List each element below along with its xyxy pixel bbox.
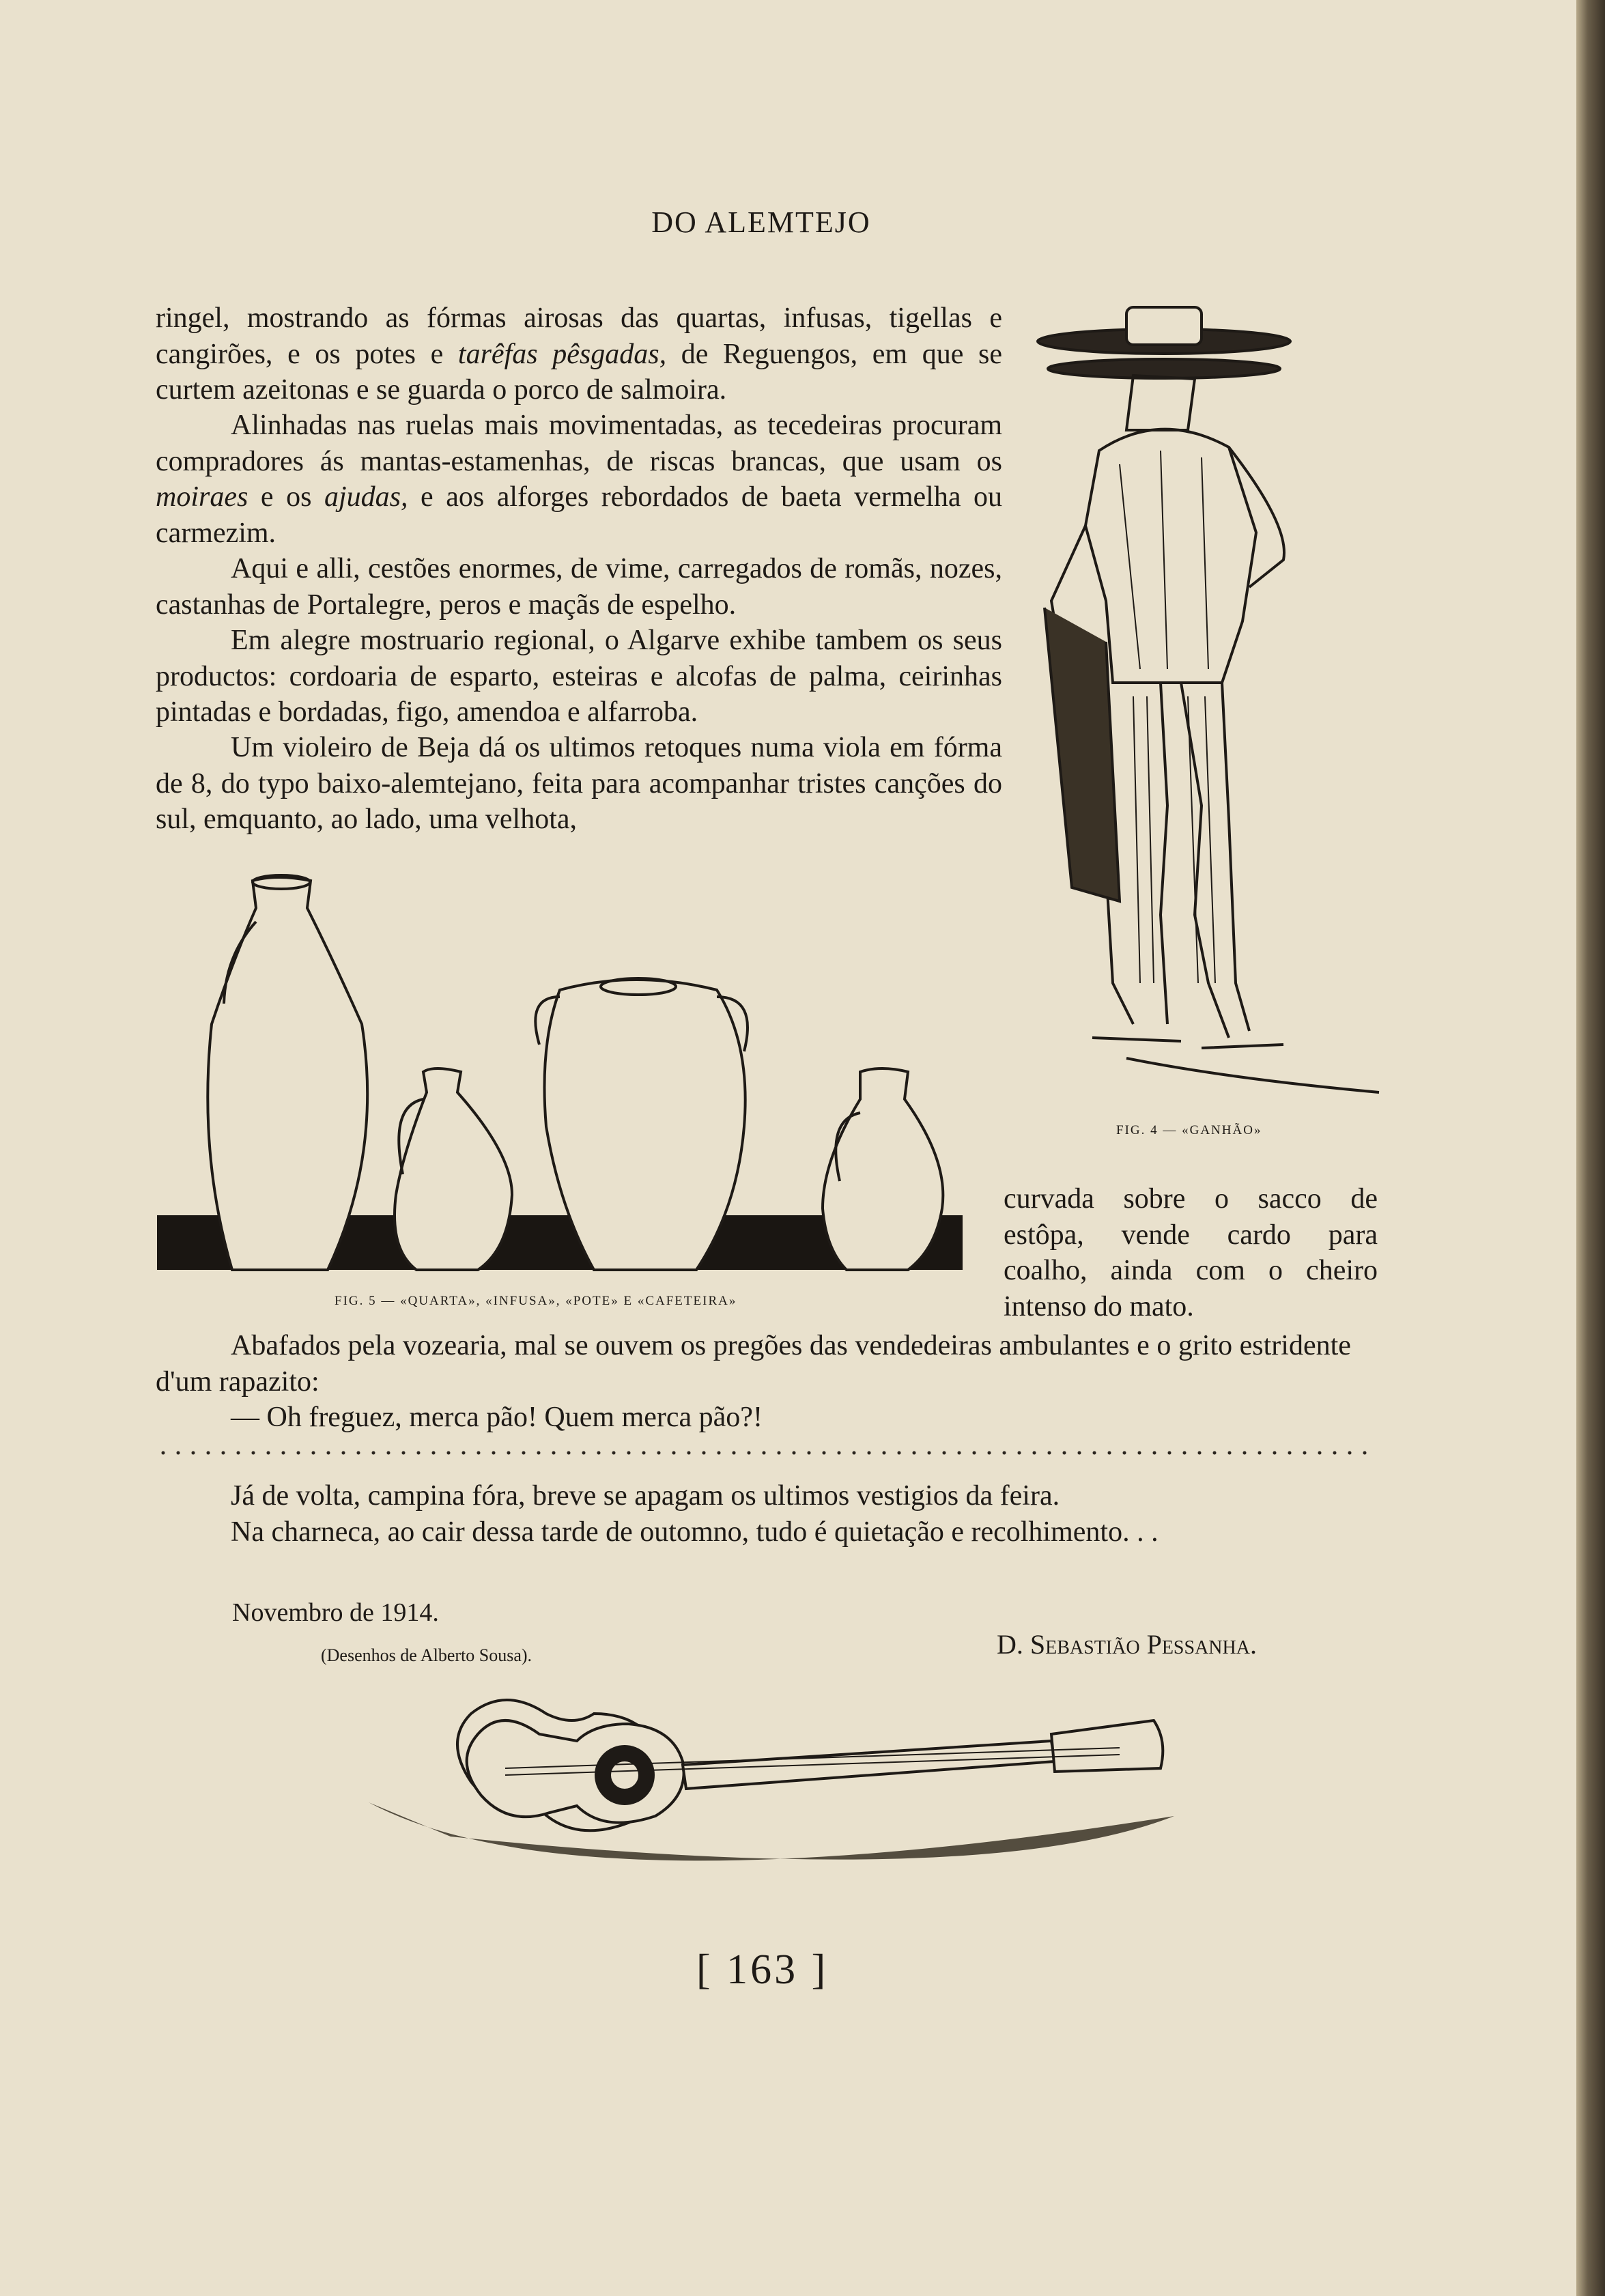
paragraph-4: Em alegre mostruario regional, o Algarve exhibe tambem os seus productos: cordoaria de esparto, esteiras e alcofas de palma, ceirinhas pintadas e bordadas, figo, amendoa e alfarroba. [156,625,1002,728]
paragraph-5: Um violeiro de Beja dá os ultimos retoques numa viola em fórma de 8, do typo baixo-alemtejano, feita para acompanhar tristes canções do sul, emquanto, ao lado, uma velhota, [156,732,1002,835]
ganhao-illustration [1024,300,1379,1106]
closing-paragraph-2: Já de volta, campina fóra, breve se apagam os ultimos vestigios da feira. [231,1480,1060,1512]
dotted-separator [156,1451,1378,1455]
author-signature: D. Sebastião Pessanha. [997,1629,1257,1660]
fig5-caption: FIG. 5 — «QUARTA», «INFUSA», «POTE» E «CAFETEIRA» [335,1294,737,1308]
drawing-credit: (Desenhos de Alberto Sousa). [321,1645,532,1665]
closing-dialogue: — Oh freguez, merca pão! Quem merca pão?! [231,1402,763,1433]
paragraph-2: Alinhadas nas ruelas mais movimentadas, as tecedeiras procuram compradores ás mantas-estamenhas, de riscas brancas, que usam os moiraes e os ajudas, e aos alforges rebordados de baeta vermelha ou carmezim. [156,410,1003,549]
paragraph-3: Aqui e alli, cestões enormes, de vime, carregados de romãs, nozes, castanhas de Portalegre, peros e maçãs de espelho. [156,553,1002,621]
fig4-caption: FIG. 4 — «GANHÃO» [1116,1123,1262,1137]
viola-illustration [369,1686,1195,1905]
page-edge [1576,0,1605,2296]
paragraph-1: ringel, mostrando as fórmas airosas das quartas, infusas, tigellas e cangirões, e os potes e tarêfas pêsgadas, de Reguengos, em que se curtem azeitonas e se guarda o porco de salmoira. [156,302,1002,406]
jugs-illustration [157,867,969,1277]
right-column-text: curvada sobre o sacco de estôpa, vende cardo para coalho, ainda com o cheiro intenso do mato. [1004,1183,1378,1322]
closing-paragraph-3: Na charneca, ao cair dessa tarde de outomno, tudo é quietação e recolhimento. . . [231,1516,1159,1548]
page-number: [ 163 ] [696,1946,829,1993]
date-line: Novembro de 1914. [232,1598,439,1627]
running-header: DO ALEMTEJO [651,205,871,239]
closing-paragraph-1: Abafados pela vozearia, mal se ouvem os pregões das vendedeiras ambulantes e o grito estridente d'um rapazito: [156,1330,1351,1398]
